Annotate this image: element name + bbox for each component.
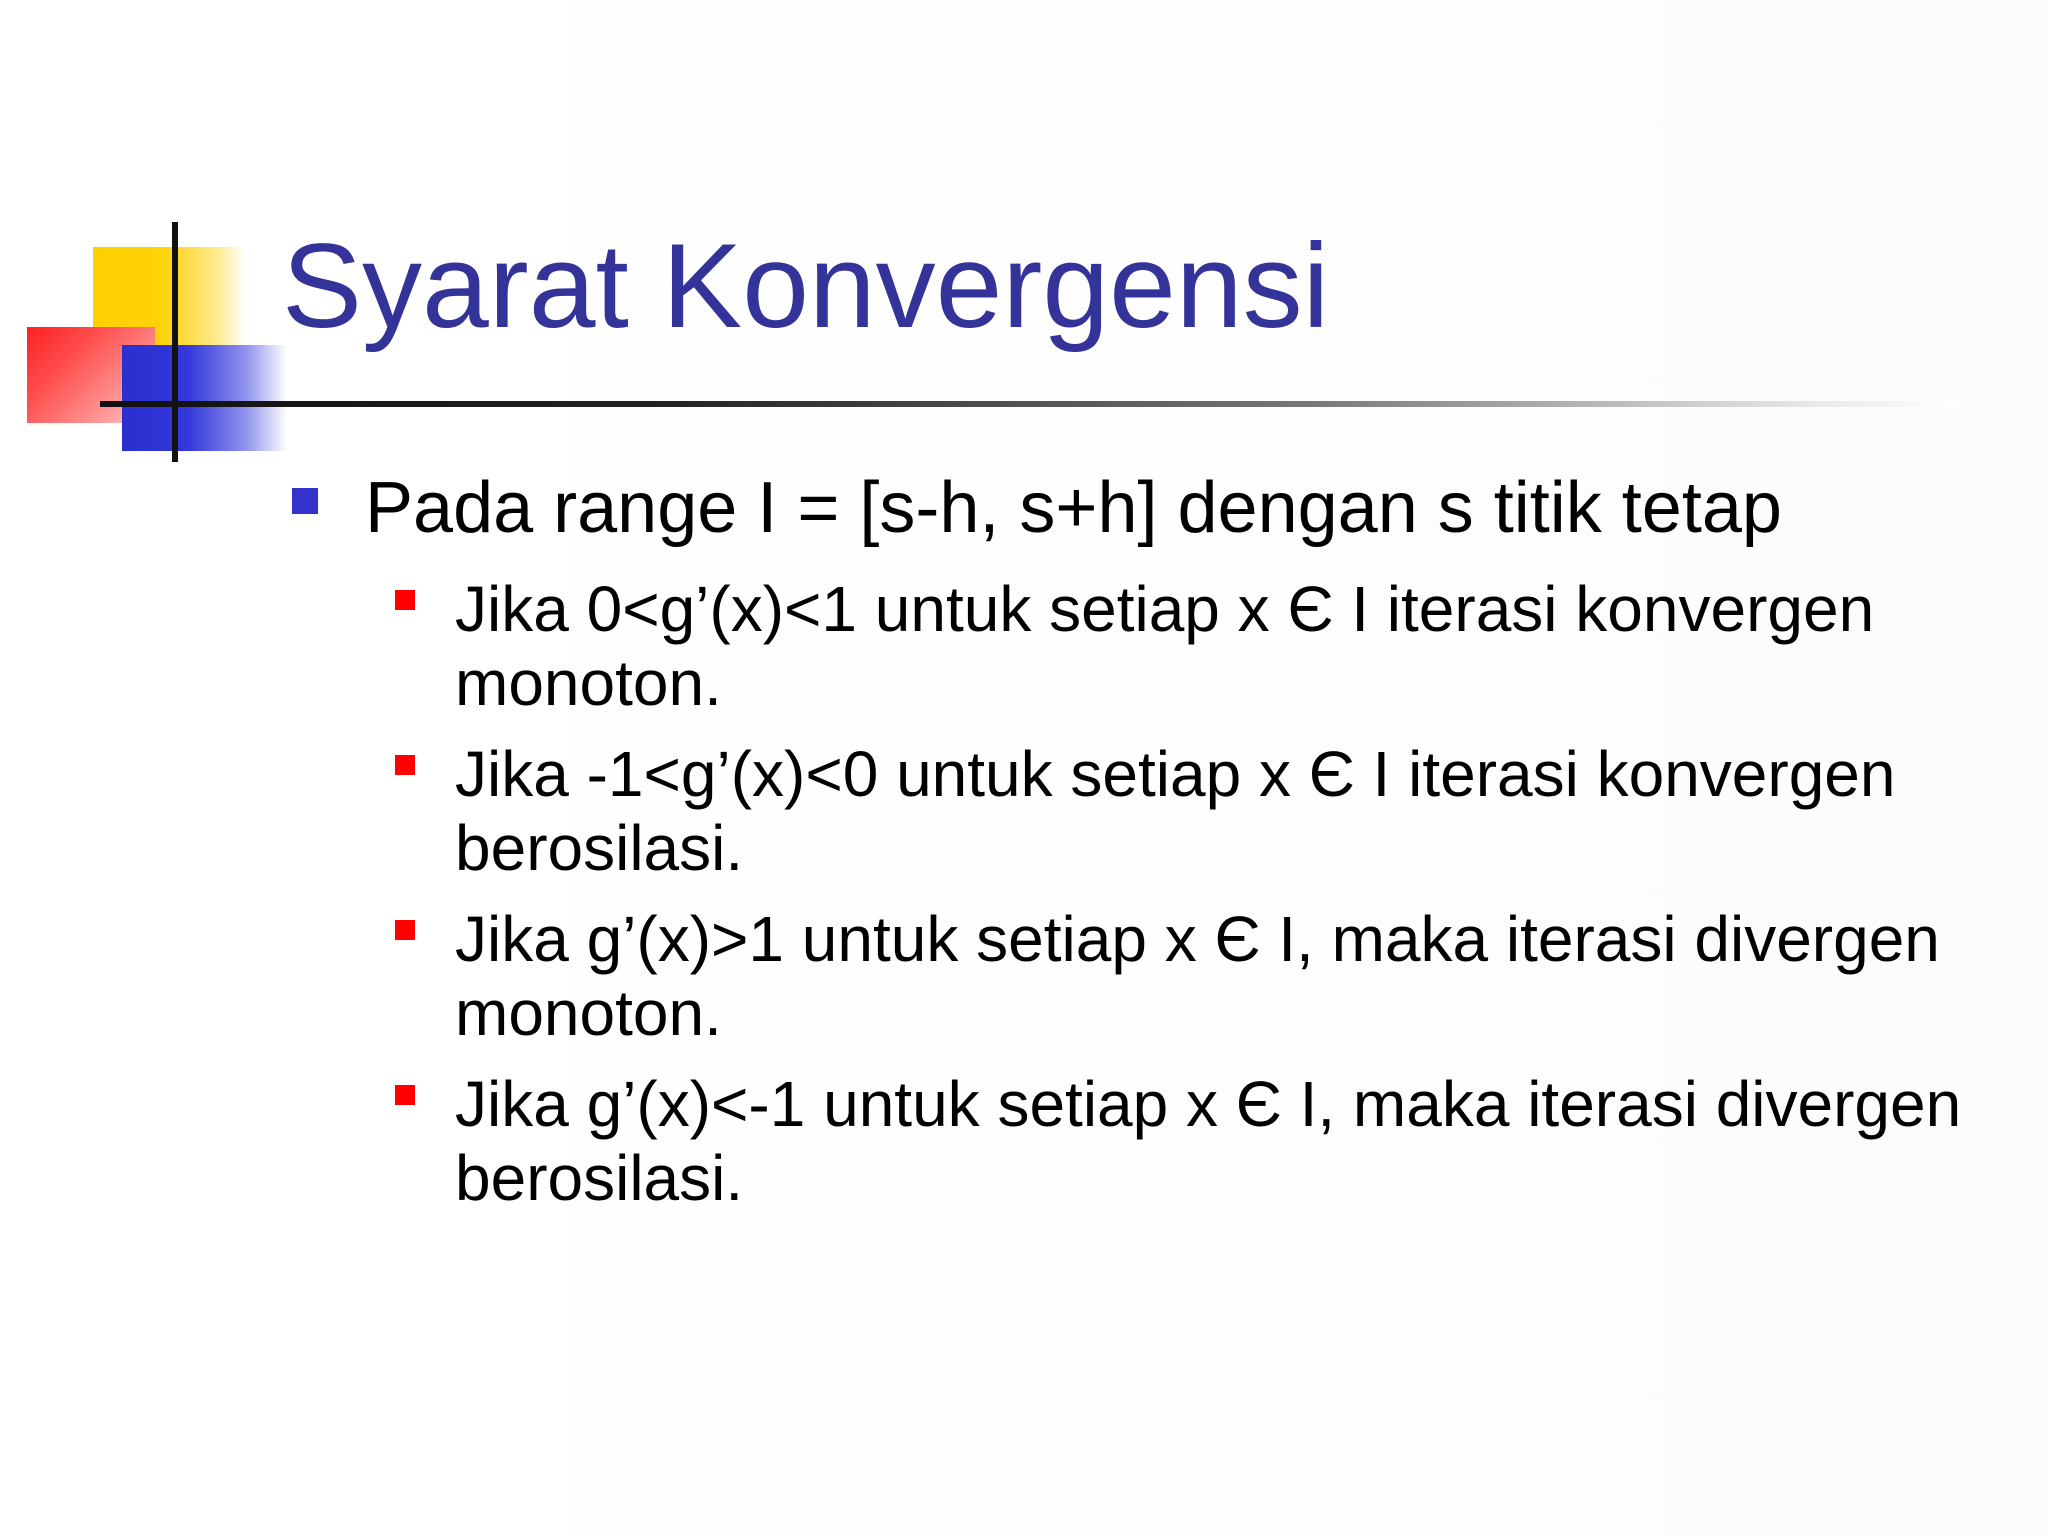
bullet-level2-text: Jika -1<g’(x)<0 untuk setiap x Є I iterasi konvergen berosilasi. — [455, 738, 1896, 884]
bullet-square-icon — [395, 590, 415, 610]
bullet-square-icon — [395, 1085, 415, 1105]
slide-title: Syarat Konvergensi — [282, 219, 1330, 353]
bullet-level2-text: Jika 0<g’(x)<1 untuk setiap x Є I iterasi konvergen monoton. — [455, 573, 1875, 719]
bullet-square-icon — [395, 920, 415, 940]
bullet-level2-text: Jika g’(x)>1 untuk setiap x Є I, maka iterasi divergen monoton. — [455, 903, 1940, 1049]
logo-blue-square — [122, 345, 287, 451]
logo-vertical-line — [172, 222, 178, 462]
bullet-square-icon — [292, 488, 318, 514]
title-underline — [100, 401, 1960, 407]
bullet-level1-text: Pada range I = [s-h, s+h] dengan s titik tetap — [365, 468, 1782, 548]
bullet-square-icon — [395, 755, 415, 775]
bullet-level2-text: Jika g’(x)<-1 untuk setiap x Є I, maka iterasi divergen berosilasi. — [455, 1068, 1962, 1214]
